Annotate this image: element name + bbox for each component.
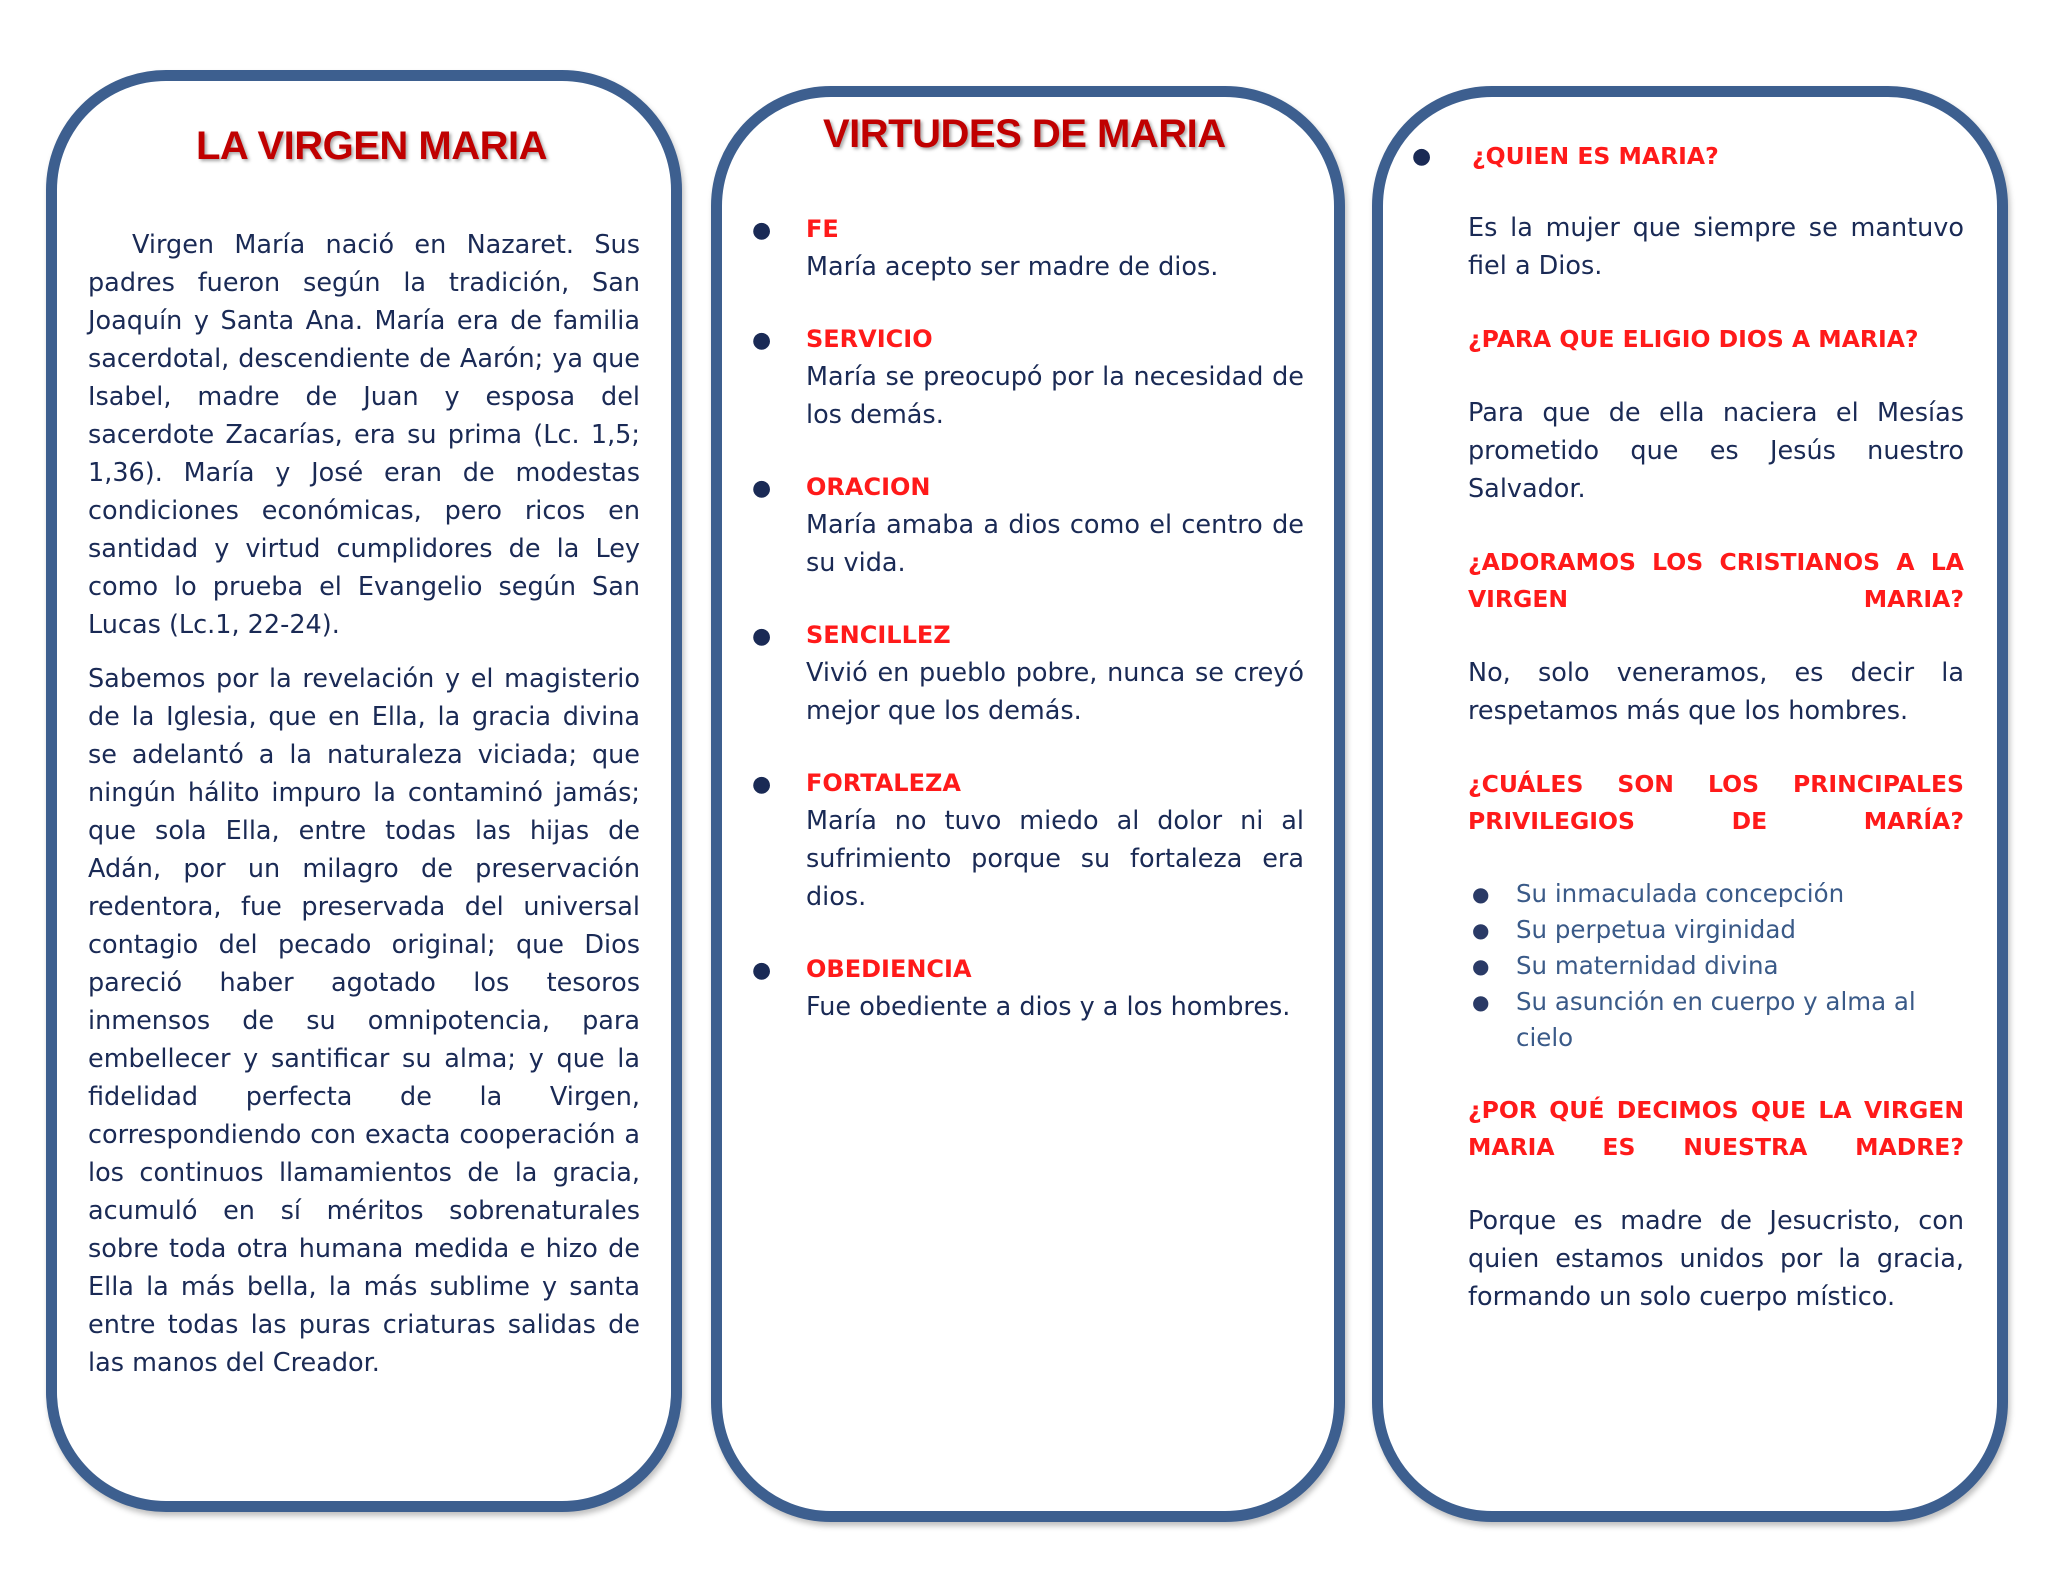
bullet-icon: ●: [752, 476, 772, 501]
list-item: [1468, 948, 1964, 984]
bullet-icon: ●: [752, 328, 772, 353]
virtue-desc: María amaba a dios como el centro de su vida.: [806, 510, 1304, 578]
question-heading: ¿PARA QUE ELIGIO DIOS A MARIA?: [1468, 325, 1919, 353]
virtue-desc: Fue obediente a dios y a los hombres.: [806, 992, 1291, 1022]
bullet-icon: ●: [752, 624, 772, 649]
bullet-icon: ●: [1472, 990, 1490, 1014]
question-heading: ¿CUÁLES SON LOS PRINCIPALES PRIVILEGIOS DE MARÍA?: [1468, 770, 1964, 835]
question-heading: ¿POR QUÉ DECIMOS QUE LA VIRGEN MARIA ES NUESTRA MADRE?: [1468, 1096, 1964, 1161]
virtue-desc: Vivió en pueblo pobre, nunca se creyó mejor que los demás.: [806, 658, 1304, 726]
virtue-name: ORACION: [806, 473, 931, 501]
bullet-icon: ●: [1472, 882, 1490, 906]
right-column: [1404, 138, 1964, 1352]
left-title: LA VIRGEN MARIA: [196, 124, 548, 168]
left-paragraph-2: Sabemos por la revelación y el magisterio de la Iglesia, que en Ella, la gracia divina se adelantó a la naturaleza viciada; que ningún hálito impuro la contaminó jamás; que sola Ella, entre todas las hijas de Adán, por un milagro de preservación redentora, fue preservada del universal contagio del pecado original; que Dios pareció haber agotado los tesoros inmensos de su omnipotencia, para embellecer y santificar su alma; y que la fidelidad perfecta de la Virgen, correspondiendo con exacta cooperación a los continuos llamamientos de la gracia, acumuló en sí méritos sobrenaturales sobre toda otra humana medida e hizo de Ella la más bella, la más sublime y santa entre todas las puras criaturas salidas de las manos del Creador.: [88, 664, 640, 1378]
answer-text: Porque es madre de Jesucristo, con quien estamos unidos por la gracia, formando un solo cuerpo místico.: [1468, 1206, 1964, 1312]
list-item: [1468, 876, 1964, 912]
list-item: [1468, 912, 1964, 948]
virtues-list: [748, 210, 1304, 1060]
question-heading: [1404, 138, 1964, 175]
virtue-item: [748, 210, 1304, 286]
bullet-icon: ●: [752, 218, 772, 243]
left-body: [88, 226, 640, 1398]
virtue-item: [748, 468, 1304, 582]
virtue-item: [748, 950, 1304, 1026]
list-item: [1468, 984, 1964, 1056]
bullet-icon: ●: [752, 958, 772, 983]
virtue-item: [748, 764, 1304, 916]
left-paragraph-1: Virgen María nació en Nazaret. Sus padres fueron según la tradición, San Joaquín y Santa Ana. María era de familia sacerdotal, descendiente de Aarón; ya que Isabel, madre de Juan y esposa del sacerdote Zacarías, era su prima (Lc. 1,5; 1,36). María y José eran de modestas condiciones económicas, pero ricos en santidad y virtud cumplidores de la Ley como lo prueba el Evangelio según San Lucas (Lc.1, 22-24).: [88, 230, 640, 640]
bullet-icon: ●: [752, 772, 772, 797]
virtue-desc: María acepto ser madre de dios.: [806, 252, 1219, 282]
answer-text: No, solo veneramos, es decir la respetamos más que los hombres.: [1468, 658, 1964, 726]
privilege-text: Su inmaculada concepción: [1516, 879, 1845, 908]
virtue-name: FE: [806, 215, 839, 243]
question-heading: ¿ADORAMOS LOS CRISTIANOS A LA VIRGEN MARIA?: [1468, 548, 1964, 613]
answer-text: Para que de ella naciera el Mesías prometido que es Jesús nuestro Salvador.: [1468, 398, 1964, 504]
privileges-list: [1468, 876, 1964, 1056]
virtue-item: [748, 616, 1304, 730]
bullet-icon: ●: [1412, 144, 1432, 169]
virtue-name: SENCILLEZ: [806, 621, 951, 649]
virtue-name: OBEDIENCIA: [806, 955, 972, 983]
virtue-desc: María no tuvo miedo al dolor ni al sufrimiento porque su fortaleza era dios.: [806, 806, 1304, 912]
virtue-name: SERVICIO: [806, 325, 933, 353]
bullet-icon: ●: [1472, 918, 1490, 942]
privilege-text: Su maternidad divina: [1516, 951, 1779, 980]
virtue-item: [748, 320, 1304, 434]
virtue-desc: María se preocupó por la necesidad de los demás.: [806, 362, 1304, 430]
question-text: ¿QUIEN ES MARIA?: [1472, 142, 1719, 170]
privilege-text: Su perpetua virginidad: [1516, 915, 1796, 944]
answer-text: Es la mujer que siempre se mantuvo fiel a Dios.: [1468, 213, 1964, 281]
virtue-name: FORTALEZA: [806, 769, 961, 797]
bullet-icon: ●: [1472, 954, 1490, 978]
privilege-text: Su asunción en cuerpo y alma al cielo: [1516, 987, 1916, 1052]
center-title: VIRTUDES DE MARIA: [823, 112, 1226, 156]
